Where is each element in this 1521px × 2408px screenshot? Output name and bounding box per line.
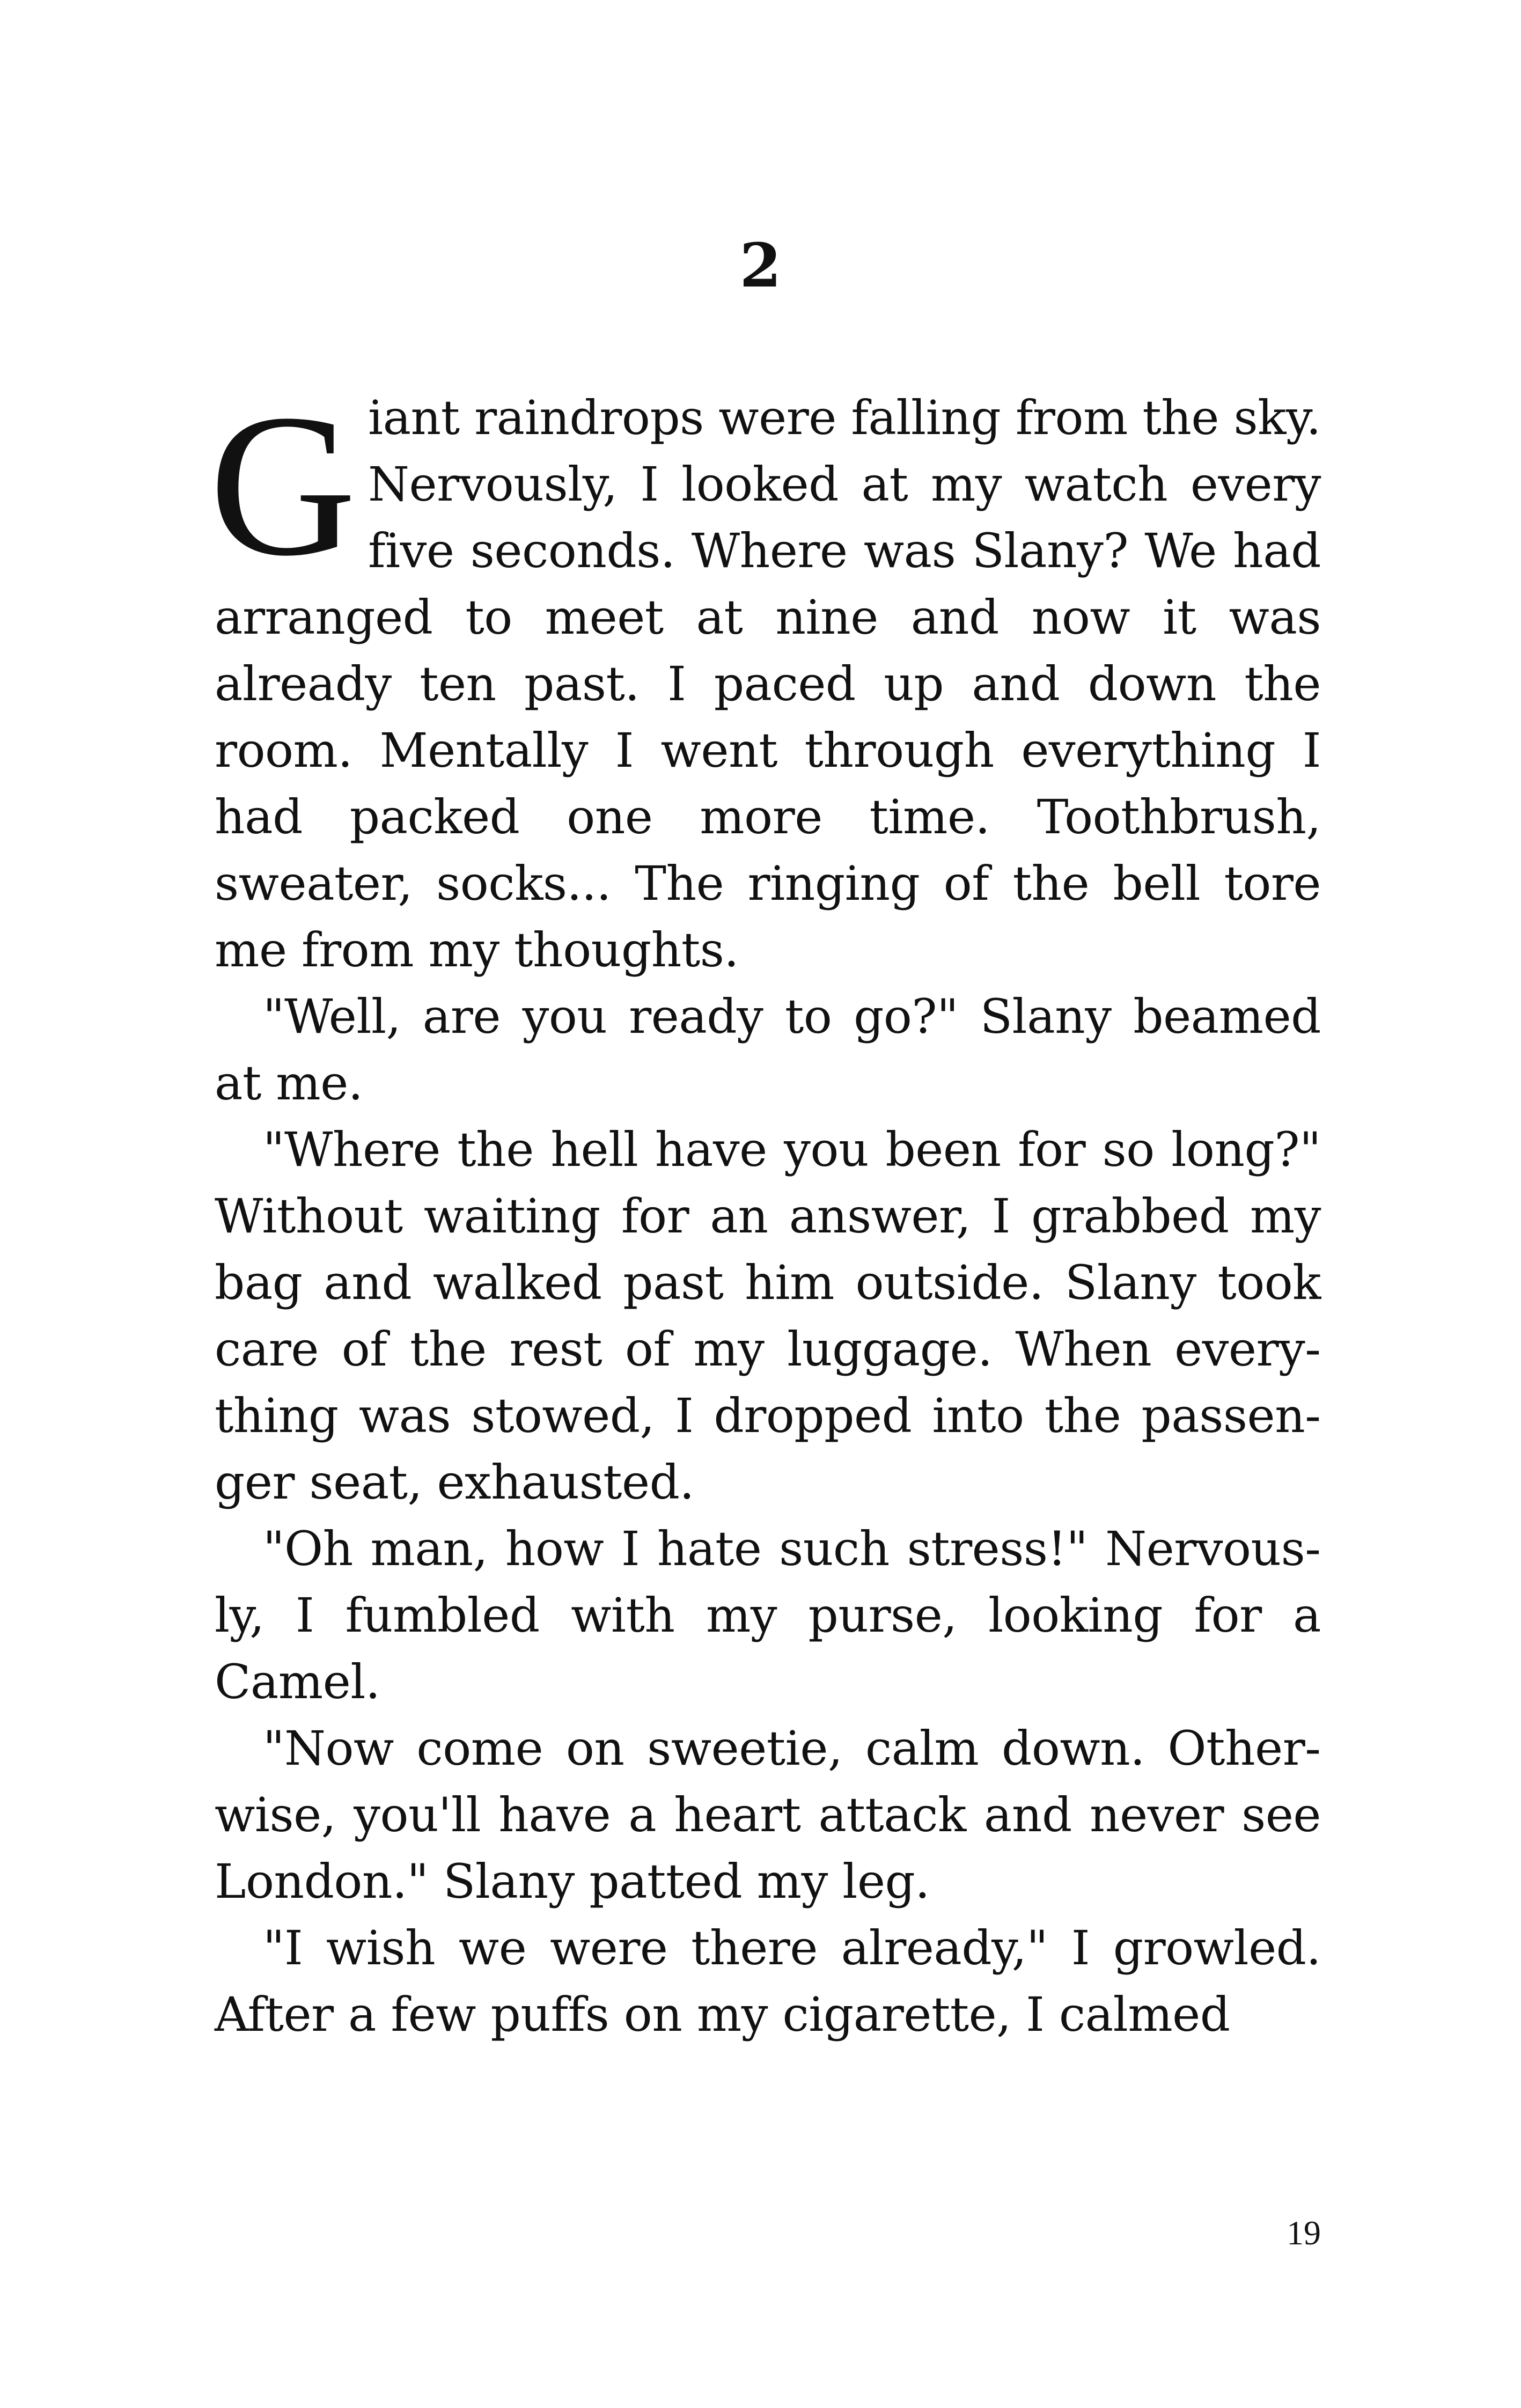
chapter-number: 2 xyxy=(739,231,782,301)
page-number: 19 xyxy=(1287,2214,1321,2252)
paragraph: "Now come on sweetie, calm down. Otherwise, you'll have a heart attack and never see London." Slany patted my leg. xyxy=(215,1721,1321,1909)
paragraph-opening xyxy=(209,372,1321,983)
paragraph: "I wish we were there already," I growled. After a few puffs on my cigarette, I calmed xyxy=(215,1920,1321,2042)
body-text xyxy=(209,372,1321,2048)
paragraph: "Where the hell have you been for so long?" Without waiting for an answer, I grabbed my bag and walked past him outside. Slany took care of the rest of my luggage. When everything was stowed, I dropped into the passenger seat, exhausted. xyxy=(215,1122,1321,1510)
opening-text: iant raindrops were falling from the sky. Nervously, I looked at my watch every five seconds. Where was Slany? We had arranged to meet at nine and now it was already ten past. I paced up and down the room. Mentally I went through everything I had packed one more time. Toothbrush, sweater, socks... The ringing of the bell tore me from my thoughts. xyxy=(215,390,1321,978)
paragraph: "Oh man, how I hate such stress!" Nervously, I fumbled with my purse, looking for a Camel. xyxy=(215,1521,1321,1709)
drop-cap: G xyxy=(209,372,356,598)
paragraph: "Well, are you ready to go?" Slany beamed at me. xyxy=(215,989,1321,1111)
